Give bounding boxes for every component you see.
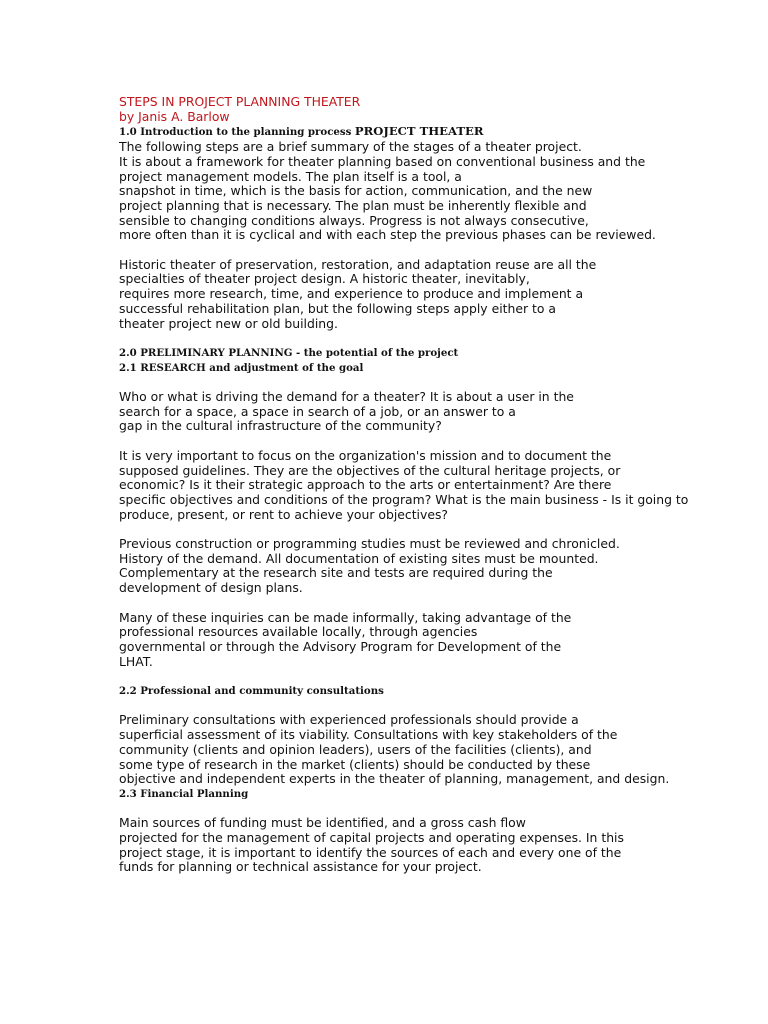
paragraph-line: project management models. The plan itself is a tool, a (119, 168, 462, 184)
paragraph-line: It is very important to focus on the organization's mission and to document the (119, 447, 612, 463)
section-heading-2-1: 2.1 RESEARCH and adjustment of the goal (119, 361, 364, 374)
paragraph-gap (119, 375, 759, 390)
paragraph-line: community (clients and opinion leaders), users of the facilities (clients), and (119, 741, 592, 757)
paragraph-line: superficial assessment of its viability. Consultations with key stakeholders of the (119, 727, 618, 743)
paragraph-line: more often than it is cyclical and with each step the previous phases can be reviewed. (119, 227, 656, 243)
paragraph-line: economic? Is it their strategic approach to the arts or entertainment? Are there (119, 477, 612, 493)
paragraph-line: funds for planning or technical assistance for your project. (119, 859, 482, 875)
paragraph-line: gap in the cultural infrastructure of the community? (119, 418, 442, 434)
paragraph-line: It is about a framework for theater planning based on conventional business and the (119, 153, 646, 169)
paragraph-intro-2 (119, 258, 759, 332)
paragraph-gap (119, 434, 759, 449)
paragraph-gap (119, 243, 759, 258)
section-heading-1-0-suffix: PROJECT THEATER (354, 124, 484, 139)
paragraph-line: professional resources available locally, through agencies (119, 624, 478, 640)
paragraph-line: specific objectives and conditions of the program? What is the main business - Is it going to (119, 491, 689, 507)
paragraph-research-4 (119, 611, 759, 670)
paragraph-line: theater project new or old building. (119, 315, 338, 331)
paragraph-gap (119, 331, 759, 346)
paragraph-research-1 (119, 390, 759, 434)
section-heading-2-2: 2.2 Professional and community consultations (119, 685, 384, 698)
paragraph-intro-1 (119, 140, 759, 243)
paragraph-line: snapshot in time, which is the basis for action, communication, and the new (119, 183, 593, 199)
section-heading-2-3: 2.3 Financial Planning (119, 787, 249, 800)
paragraph-line: objective and independent experts in the theater of planning, management, and design. (119, 771, 670, 787)
paragraph-line: development of design plans. (119, 580, 303, 596)
paragraph-gap (119, 802, 759, 817)
paragraph-line: Complementary at the research site and tests are required during the (119, 565, 553, 581)
paragraph-gap (119, 699, 759, 714)
paragraph-line: requires more research, time, and experience to produce and implement a (119, 286, 584, 302)
section-heading-1-0-text: 1.0 Introduction to the planning process (119, 126, 352, 139)
paragraph-line: some type of research in the market (clients) should be conducted by these (119, 756, 591, 772)
section-heading-1-0 (119, 124, 759, 140)
paragraph-gap (119, 522, 759, 537)
paragraph-line: LHAT. (119, 653, 153, 669)
paragraph-line: Previous construction or programming studies must be reviewed and chronicled. (119, 536, 620, 552)
paragraph-line: produce, present, or rent to achieve your objectives? (119, 506, 448, 522)
paragraph-line: Main sources of funding must be identified, and a gross cash flow (119, 815, 526, 831)
paragraph-line: History of the demand. All documentation of existing sites must be mounted. (119, 550, 599, 566)
paragraph-line: The following steps are a brief summary of the stages of a theater project. (119, 139, 582, 155)
paragraph-line: governmental or through the Advisory Program for Development of the (119, 638, 562, 654)
paragraph-gap (119, 669, 759, 684)
paragraph-line: project stage, it is important to identify the sources of each and every one of the (119, 844, 622, 860)
document-page (119, 95, 759, 875)
paragraph-line: Historic theater of preservation, restoration, and adaptation reuse are all the (119, 256, 597, 272)
paragraph-line: search for a space, a space in search of a job, or an answer to a (119, 403, 516, 419)
paragraph-line: Many of these inquiries can be made informally, taking advantage of the (119, 609, 572, 625)
document-title: STEPS IN PROJECT PLANNING THEATER (119, 94, 361, 109)
paragraph-financial (119, 816, 759, 875)
paragraph-line: sensible to changing conditions always. Progress is not always consecutive, (119, 212, 589, 228)
paragraph-line: Preliminary consultations with experienced professionals should provide a (119, 712, 579, 728)
paragraph-line: project planning that is necessary. The plan must be inherently flexible and (119, 197, 587, 213)
paragraph-consultations (119, 713, 759, 787)
paragraph-gap (119, 596, 759, 611)
paragraph-research-2 (119, 449, 759, 523)
paragraph-line: supposed guidelines. They are the objectives of the cultural heritage projects, or (119, 462, 621, 478)
section-heading-2-0: 2.0 PRELIMINARY PLANNING - the potential of the project (119, 346, 459, 359)
paragraph-research-3 (119, 537, 759, 596)
paragraph-line: successful rehabilitation plan, but the following steps apply either to a (119, 300, 556, 316)
document-author: by Janis A. Barlow (119, 108, 230, 124)
paragraph-line: specialties of theater project design. A historic theater, inevitably, (119, 271, 530, 287)
paragraph-line: Who or what is driving the demand for a theater? It is about a user in the (119, 389, 574, 405)
paragraph-line: projected for the management of capital projects and operating expenses. In this (119, 830, 624, 846)
